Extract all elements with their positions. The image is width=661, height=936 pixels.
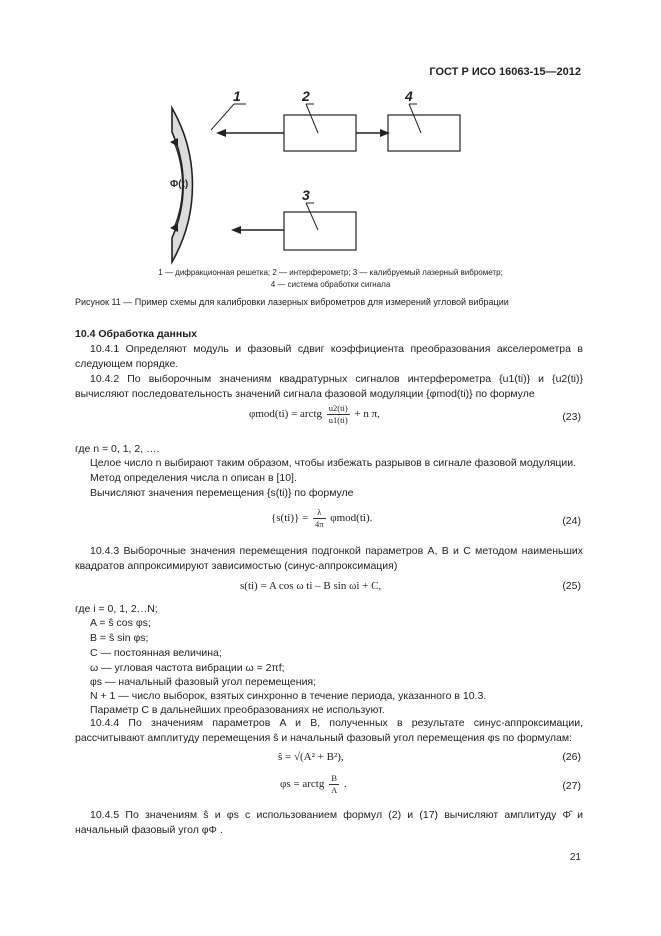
equation-number: (27) [562,780,581,792]
equation-26: ŝ = √(A² + B²), [278,751,344,763]
figure-legend [0,267,661,291]
leader-line [306,104,318,133]
denominator: A [331,785,338,795]
eq-text: + n π, [354,408,380,421]
block-signal-processing [388,115,460,151]
numerator: λ [313,507,326,519]
text-line: Целое число n выбирают таким образом, чтобы избежать разрывов в сигнале фазовой модуляции. [90,457,577,469]
paragraph-10-4-1: 10.4.1 Определяют модуль и фазовый сдвиг коэффициента преобразования акселерометра в следующем порядке. [75,343,583,370]
text-line: Метод определения числа n описан в [10]. [90,472,297,484]
where-i: где i = 0, 1, 2…N; [75,603,158,615]
equation-number: (25) [562,580,581,592]
equation-25: s(ti) = A cos ω ti – B sin ωi + C, [240,580,382,592]
paragraph-10-4-5: 10.4.5 По значениям ŝ и φs с использованием формул (2) и (17) вычисляют амплитуду Φ̂ и начальный фазовый угол φΦ . [75,809,583,836]
legend-line: 1 — дифракционная решетка; 2 — интерферометр; 3 — калибруемый лазерный виброметр; [158,268,503,277]
numerator: u2(ti) [328,403,348,413]
definition-line: A = ŝ cos φs; [90,617,151,629]
equation-number: (24) [562,515,581,527]
eq-text: . [343,778,347,791]
fraction [327,403,350,426]
equation-number: (23) [562,411,581,423]
paragraph-10-4-2: 10.4.2 По выборочным значениям квадратурных сигналов интерферометра {u1(ti)} и {u2(ti)} вычисляют последовательность значений сигнала фазовой модуляции {φmod(ti)} по формуле [75,373,583,400]
denominator: 4π [314,519,324,529]
where-n: где n = 0, 1, 2, …. [75,443,160,455]
fraction [329,773,339,796]
equation-27 [280,773,347,796]
arrow-head [216,129,226,137]
equation-24 [271,507,372,530]
numerator: B [329,773,339,785]
equation-number: (26) [562,751,581,763]
leader-line [211,104,234,130]
label-3: 3 [302,187,310,203]
definition-line: Параметр C в дальнейших преобразованиях не используют. [90,704,385,716]
arrow-head [170,223,178,232]
block-vibrometer [284,212,356,250]
equation-23 [249,403,380,426]
eq-text: φmod(ti) = arctg [249,408,323,421]
label-1: 1 [233,88,241,104]
figure-caption: Рисунок 11 — Пример схемы для калибровки лазерных виброметров для измерений угловой вибрации [75,297,509,307]
leader-line [306,203,318,230]
eq-text: φmod(ti). [330,512,373,525]
definition-line: φs — начальный фазовый угол перемещения; [90,676,317,688]
label-4: 4 [405,88,413,104]
paragraph-10-4-4: 10.4.4 По значениям параметров A и B, полученных в результате синус-аппроксимации, рассчитывают амплитуду перемещения ŝ и начальный фазовый угол перемещения φs по формулам: [75,717,583,744]
definition-line: ω — угловая частота вибрации ω = 2πf; [90,662,285,674]
leader-line [409,104,421,133]
definition-line: N + 1 — число выборок, взятых синхронно в течение периода, указанного в 10.3. [90,690,487,702]
arrow-head [170,138,178,147]
definition-line: B = ŝ sin φs; [90,632,149,644]
definition-line: C — постоянная величина; [90,647,222,659]
legend-line: 4 — система обработки сигнала [270,280,391,289]
eq-text: {s(ti)} = [271,512,309,525]
document-header: ГОСТ Р ИСО 16063-15—2012 [429,66,581,78]
paragraph-10-4-3: 10.4.3 Выборочные значения перемещения подгонкой параметров A, B и C методом наименьших квадратов аппроксимируют зависимостью (синус-аппроксимация) [75,545,583,572]
label-phi: Φ(t) [170,179,189,190]
denominator: u1(ti) [328,415,348,425]
fraction [313,507,326,530]
arrow-head [231,226,241,234]
calibration-diagram [0,0,661,270]
section-title: 10.4 Обработка данных [75,328,198,340]
page-number: 21 [569,852,581,863]
text-line: Вычисляют значения перемещения {s(ti)} по формуле [90,487,354,499]
label-2: 2 [302,88,310,104]
eq-text: φs = arctg [280,778,325,791]
block-interferometer [284,115,356,151]
